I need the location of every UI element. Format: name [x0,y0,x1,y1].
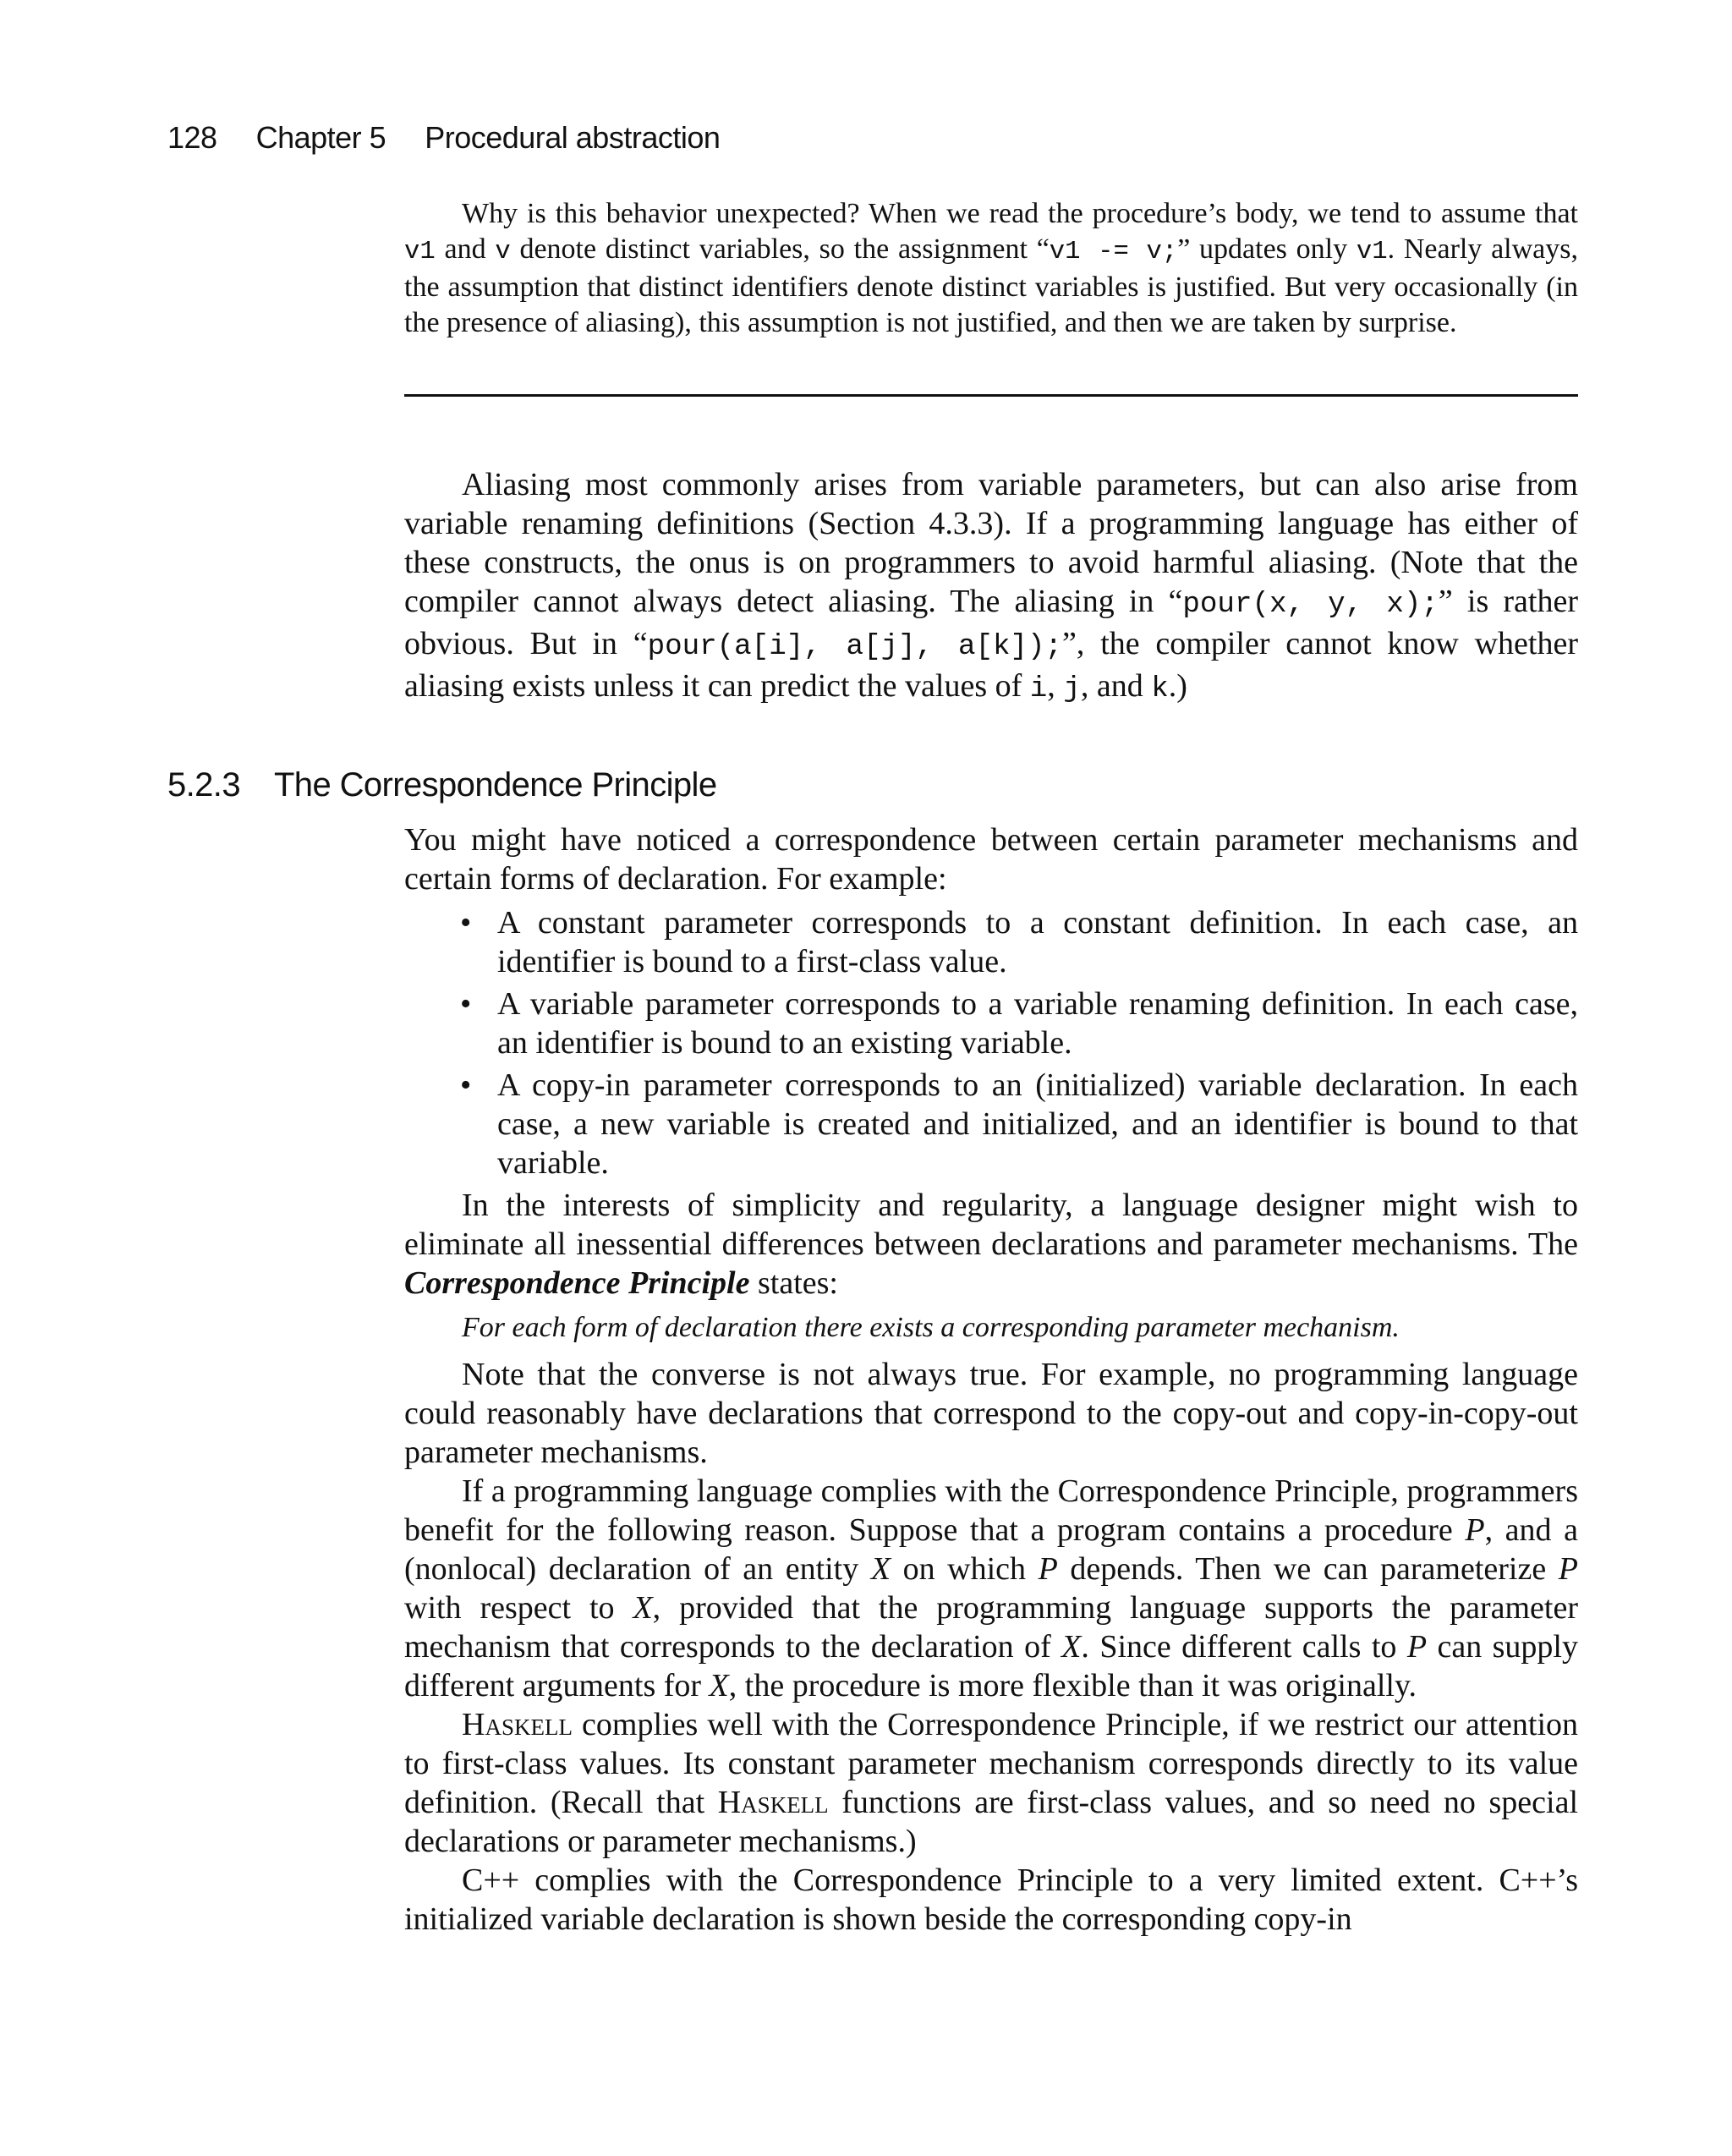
list-item: • A copy-in parameter corresponds to an (initialized) variable declaration. In each case, a new variable is created and initialized, and an identifier is bound to that variable. [497,1066,1578,1182]
list-item: • A variable parameter corresponds to a variable renaming definition. In each case, an identifier is bound to an existing variable. [497,985,1578,1062]
principle-term: Correspondence Principle [404,1265,750,1301]
haskell-paragraph: Haskell complies well with the Correspondence Principle, if we restrict our attention to first-class values. Its constant parameter mechanism corresponds directly to its value definition. (Recall that Haskell functions are first-class values, and so need no special declarations or parameter mechanisms.) [404,1707,1579,1859]
cpp-paragraph: C++ complies with the Correspondence Principle to a very limited extent. C++’s initialized variable declaration is shown beside the corresponding copy-in [404,1862,1578,1937]
boxed-paragraph: Why is this behavior unexpected? When we read the procedure’s body, we tend to assume that v1 and v denote distinct variables, so the assignment “v1 -= v;” updates only v1. Nearly always, the assumption that distinct identifiers denote distinct variables is justified. But very occasionally (in the presence of aliasing), this assumption is not justified, and then we are taken by surprise. [404,198,1579,338]
box-bottom-rule [404,394,1578,397]
aliasing-paragraph: Aliasing most commonly arises from variable parameters, but can also arise from variable renaming definitions (Section 4.3.3). If a programming language has either of these constructs, the onus is on programmers to avoid harmful aliasing. (Note that the compiler cannot always detect aliasing. The aliasing in “pour(x, y, x);” is rather obvious. But in “pour(a[i], a[j], a[k]);”, the compiler cannot know whether aliasing exists unless it can predict the values of i, j, and k.) [404,467,1578,705]
running-head [167,120,720,156]
list-item: • A constant parameter corresponds to a constant definition. In each case, an identifier is bound to a first-class value. [497,903,1578,981]
interests-paragraph: In the interests of simplicity and regularity, a language designer might wish to eliminate all inessential differences between declarations and parameter mechanisms. The Correspondence Principle states: [404,1188,1578,1301]
section-heading [167,766,716,804]
intro-paragraph: You might have noticed a correspondence between certain parameter mechanisms and certain forms of declaration. For example: [404,822,1578,897]
correspondence-list [404,903,1578,1182]
section-number: 5.2.3 [167,766,240,804]
chapter-label: Chapter 5 [255,120,386,155]
converse-paragraph: Note that the converse is not always true. For example, no programming language could reasonably have declarations that correspond to the copy-out and copy-in-copy-out parameter mechanisms. [404,1357,1578,1470]
boxed-example-text [404,196,1578,341]
page-number: 128 [167,120,217,155]
principle-statement: For each form of declaration there exists a corresponding parameter mechanism. [462,1312,1400,1343]
section-title: The Correspondence Principle [273,766,717,804]
chapter-title: Procedural abstraction [425,120,721,155]
complies-paragraph: If a programming language complies with the Correspondence Principle, programmers benefit for the following reason. Suppose that a program contains a procedure P, and a (nonlocal) declaration of an entity X on which P depends. Then we can parameterize P with respect to X, provided that the programming language supports the parameter mechanism that corresponds to the declaration of X. Since different calls to P can supply different arguments for X, the procedure is more flexible than it was originally. [404,1473,1578,1703]
section-body [404,820,1578,1939]
